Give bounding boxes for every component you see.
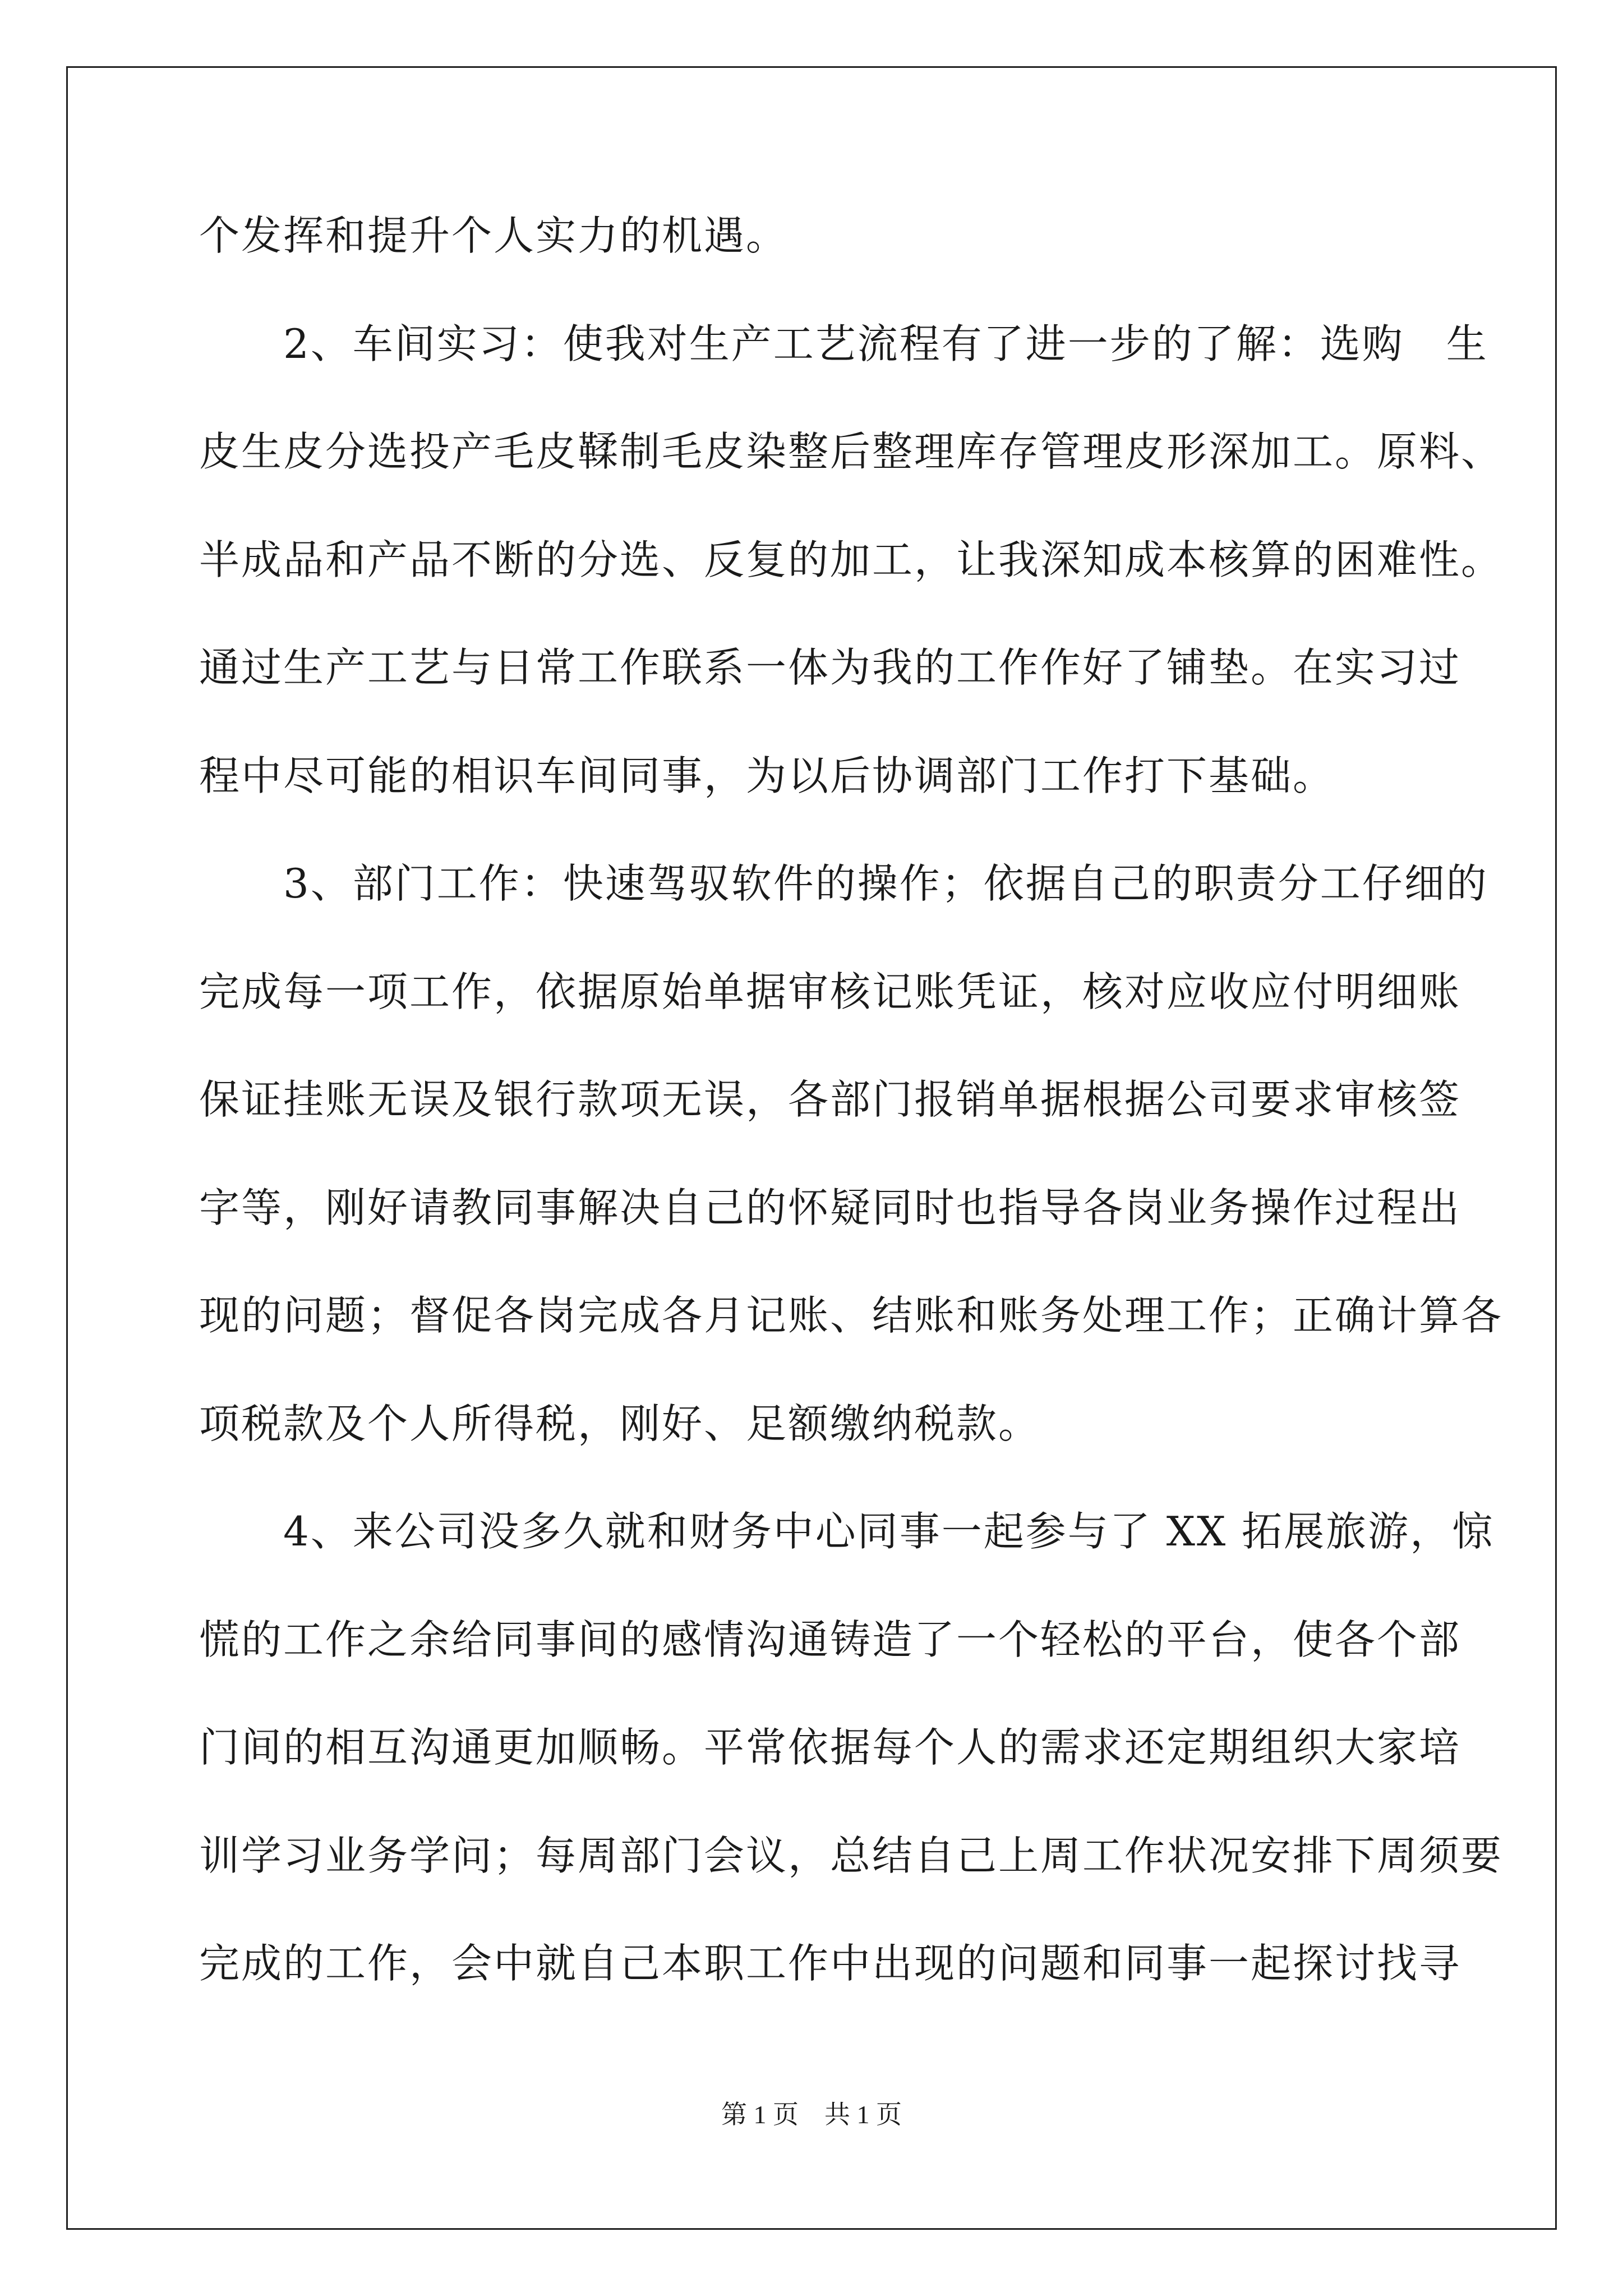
text-line: 门间的相互沟通更加顺畅。平常依据每个人的需求还定期组织大家培 xyxy=(199,1724,1461,1771)
text-line: 完成的工作，会中就自己本职工作中出现的问题和同事一起探讨找寻 xyxy=(199,1940,1461,1987)
text-line: 字等，刚好请教同事解决自己的怀疑同时也指导各岗业务操作过程出 xyxy=(199,1184,1461,1231)
text-line: 慌的工作之余给同事间的感情沟通铸造了一个轻松的平台，使各个部 xyxy=(199,1616,1461,1663)
text-line: 通过生产工艺与日常工作联系一体为我的工作作好了铺垫。在实习过 xyxy=(199,644,1461,691)
text-line: 个发挥和提升个人实力的机遇。 xyxy=(199,212,789,259)
page-footer xyxy=(0,2098,1623,2132)
page-total: 共 1 页 xyxy=(824,2100,902,2129)
text-line: 4、来公司没多久就和财务中心同事一起参与了 XX 拓展旅游，惊 xyxy=(199,1508,1495,1555)
text-line: 保证挂账无误及银行款项无误，各部门报销单据根据公司要求审核签 xyxy=(199,1076,1461,1123)
text-line: 3、部门工作：快速驾驭软件的操作；依据自己的职责分工仔细的 xyxy=(199,860,1488,907)
text-line: 完成每一项工作，依据原始单据审核记账凭证，核对应收应付明细账 xyxy=(199,968,1461,1015)
text-line: 项税款及个人所得税，刚好、足额缴纳税款。 xyxy=(199,1400,1041,1447)
text-line: 半成品和产品不断的分选、反复的加工，让我深知成本核算的困难性。 xyxy=(199,536,1504,583)
text-line: 2、车间实习：使我对生产工艺流程有了进一步的了解：选购 生 xyxy=(199,320,1488,367)
page-number: 第 1 页 xyxy=(721,2100,799,2129)
page-border xyxy=(66,66,1557,2230)
text-line: 程中尽可能的相识车间同事，为以后协调部门工作打下基础。 xyxy=(199,752,1335,799)
text-line: 训学习业务学问；每周部门会议，总结自己上周工作状况安排下周须要 xyxy=(199,1832,1504,1879)
text-line: 皮生皮分选投产毛皮鞣制毛皮染整后整理库存管理皮形深加工。原料、 xyxy=(199,428,1504,475)
text-line: 现的问题；督促各岗完成各月记账、结账和账务处理工作；正确计算各 xyxy=(199,1292,1504,1339)
